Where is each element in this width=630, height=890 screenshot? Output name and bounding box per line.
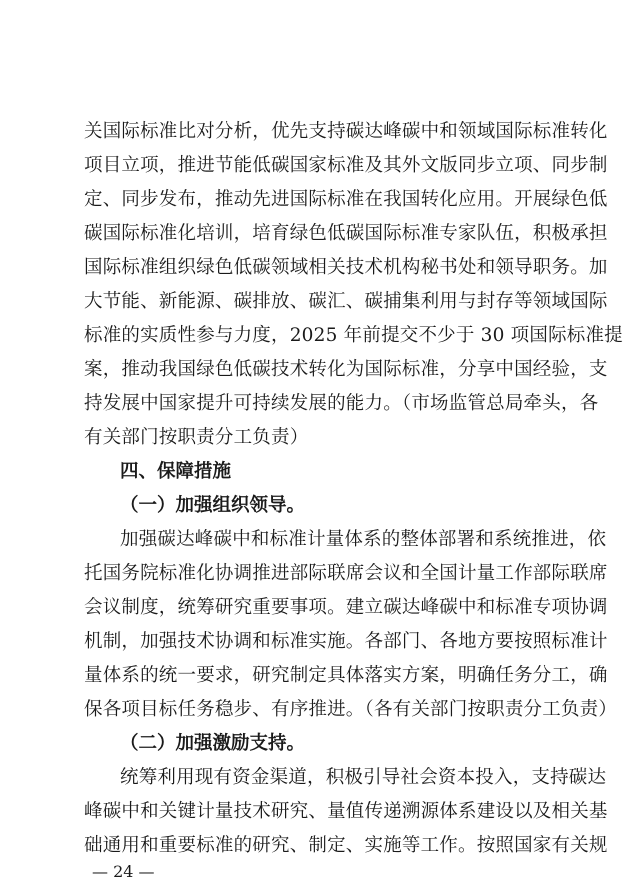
paragraph-line: 定、同步发布，推动先进国际标准在我国转化应用。开展绿色低: [84, 189, 608, 210]
paragraph-line: 项目立项，推进节能低碳国家标准及其外文版同步立项、同步制: [84, 155, 608, 176]
paragraph-line: 碳国际标准化培训，培育绿色低碳国际标准专家队伍，积极承担: [84, 223, 608, 244]
section-heading: 四、保障措施: [120, 461, 232, 482]
paragraph-line: 有关部门按职责分工负责）: [84, 427, 309, 448]
paragraph-line: 关国际标准比对分析，优先支持碳达峰碳中和领域国际标准转化: [84, 121, 608, 142]
page-number: — 24 —: [92, 862, 155, 881]
paragraph-line: 大节能、新能源、碳排放、碳汇、碳捕集利用与封存等领域国际: [84, 291, 608, 312]
paragraph-line: 案，推动我国绿色低碳技术转化为国际标准，分享中国经验，支: [84, 359, 608, 380]
paragraph-line: 保各项目标任务稳步、有序推进。（各有关部门按职责分工负责）: [84, 699, 618, 720]
paragraph-line: 机制，加强技术协调和标准实施。各部门、各地方要按照标准计: [84, 631, 608, 652]
paragraph-line: 会议制度，统筹研究重要事项。建立碳达峰碳中和标准专项协调: [84, 597, 608, 618]
paragraph-line: 托国务院标准化协调推进部际联席会议和全国计量工作部际联席: [84, 563, 608, 584]
paragraph-line: 加强碳达峰碳中和标准计量体系的整体部署和系统推进，依: [120, 529, 607, 550]
subsection-title: （一）加强组织领导。: [120, 495, 306, 516]
paragraph-line: 标准的实质性参与力度，2025 年前提交不少于 30 项国际标准提: [84, 325, 623, 346]
paragraph-line: 统筹利用现有资金渠道，积极引导社会资本投入，支持碳达: [120, 767, 607, 788]
paragraph-line: 础通用和重要标准的研究、制定、实施等工作。按照国家有关规: [84, 835, 608, 856]
paragraph-line: 量体系的统一要求，研究制定具体落实方案，明确任务分工，确: [84, 665, 608, 686]
subsection-title: （二）加强激励支持。: [120, 733, 306, 754]
paragraph-line: 峰碳中和关键计量技术研究、量值传递溯源体系建设以及相关基: [84, 801, 608, 822]
paragraph-line: 持发展中国家提升可持续发展的能力。（市场监管总局牵头，各: [84, 393, 599, 414]
paragraph-line: 国际标准组织绿色低碳领域相关技术机构秘书处和领导职务。加: [84, 257, 608, 278]
